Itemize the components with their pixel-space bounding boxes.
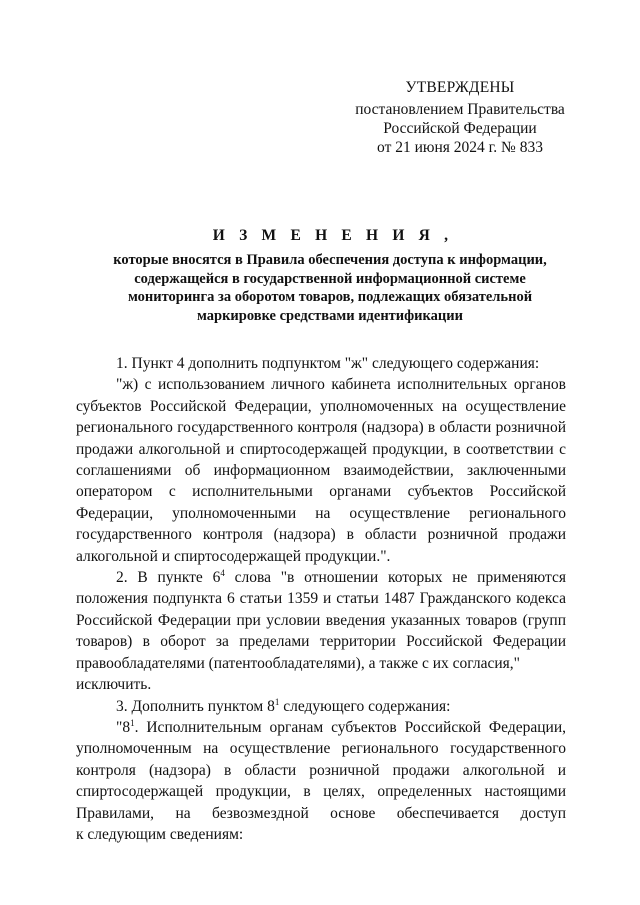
document-body [76,353,566,845]
item-3-quote [76,717,566,824]
item-2-rest: слова "в отношении которых не применяются положения подпункта 6 статьи 1359 и статьи 1487 Гражданского кодекса Российской Федерации при условии введения указанных товаров (групп товаров) в оборот за пределами территории Российской Федерации правообладателями (патентообладателями), а также с их согласия," [76,569,566,672]
item-3-superscript: 1 [274,696,280,707]
approval-line-1: постановлением Правительства [355,101,565,118]
item-1-intro: 1. Пункт 4 дополнить подпунктом "ж" следующего содержания: [116,355,540,372]
item-2-text [76,567,566,674]
approval-line-3: от 21 июня 2024 г. № 833 [377,139,543,156]
item-3-quote-superscript: 1 [130,717,135,728]
title-sub-line-1: которые вносятся в Правила обеспечения доступа к информации, [113,252,547,268]
item-3-quote-start: "8 [116,718,131,736]
item-3-last-line: к следующим сведениям: [76,825,244,843]
item-2-superscript: 4 [220,568,225,579]
title-sub-line-4: маркировке средствами идентификации [196,307,463,324]
approval-stamp [330,78,590,157]
item-3-quote-rest: . Исполнительным органам субъектов Российской Федерации, уполномоченным на осуществление регионального государственного контроля (надзора) в области розничной продажи алкогольной и спиртосодержащей продукции, в целях, определенных настоящими Правилами, на безвозмездной основе обеспечивается доступ [76,718,566,822]
approval-line-2: Российской Федерации [383,120,537,137]
title-subtitle [60,251,600,325]
title-sub-line-3: мониторинга за оборотом товаров, подлежащих обязательной [127,289,533,305]
item-3-intro [76,696,566,717]
title-main: И З М Е Н Е Н И Я , [212,227,454,244]
item-3-rest: следующего содержания: [279,697,451,715]
item-2-start: 2. В пункте 6 [116,569,221,587]
item-1-text: "ж) с использованием личного кабинета исполнительных органов субъектов Российской Федерации, уполномоченных на осуществление регионального государственного контроля (надзора) в области розничной продажи алкогольной и спиртосодержащей продукции, в соответствии с соглашениями об информационном взаимодействии, заключенными оператором с исполнительными органами субъектов Российской Федерации, уполномоченными на осуществление регионального государственного контроля (надзора) в области розничной продажи алкогольной и спиртосодержащей продукции.". [76,376,566,565]
item-2-end: исключить. [76,676,152,694]
document-title [60,227,600,325]
item-3-start: 3. Дополнить пунктом 8 [116,697,275,715]
title-sub-line-2: содержащейся в государственной информационной системе [134,270,526,287]
approved-heading: УТВЕРЖДЕНЫ [405,79,515,96]
